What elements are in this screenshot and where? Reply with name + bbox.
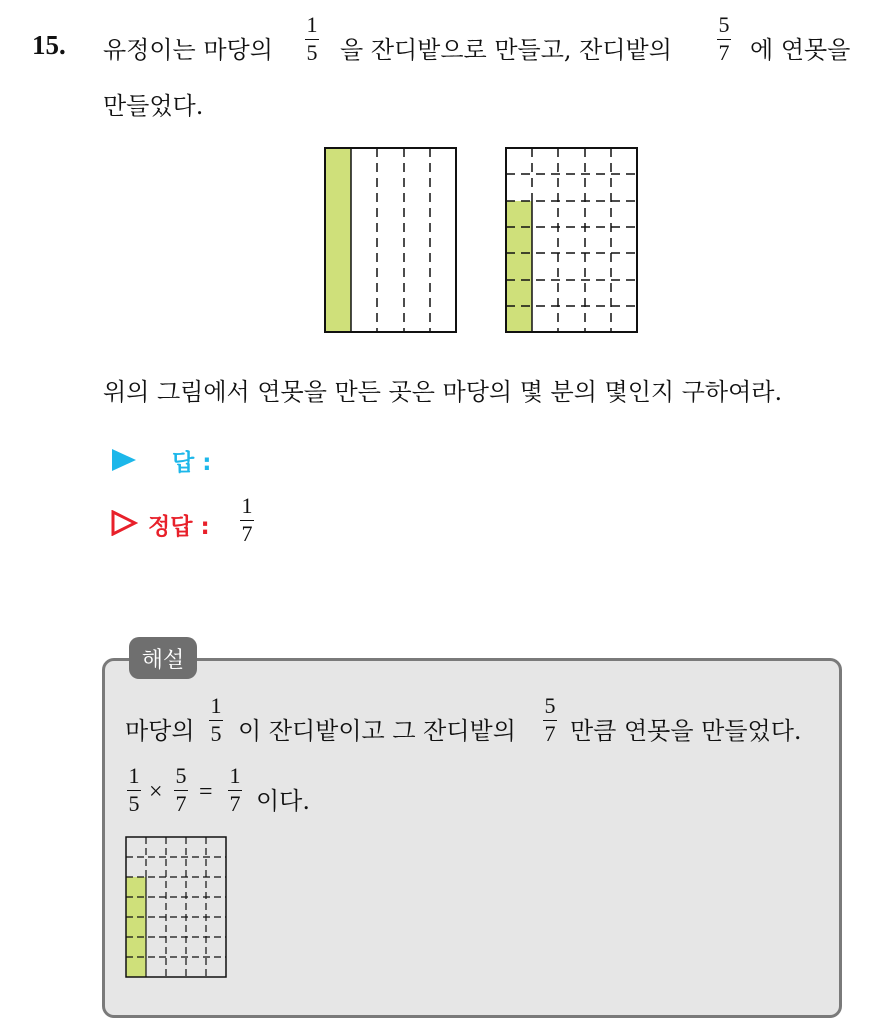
explanation-text-part1: 마당의 xyxy=(125,717,195,745)
fraction-denominator: 5 xyxy=(128,791,140,816)
equation-fraction-2 xyxy=(174,765,188,815)
question-text: 위의 그림에서 연못을 만든 곳은 마당의 몇 분의 몇인지 구하여라. xyxy=(103,378,783,406)
problem-number: 15. xyxy=(32,30,66,60)
equals-sign: = xyxy=(199,779,213,805)
correct-answer-fraction xyxy=(240,495,254,545)
problem-text-line2: 만들었다. xyxy=(103,92,204,120)
explanation-text-part2: 이 잔디밭이고 그 잔디밭의 xyxy=(238,717,516,745)
equation-fraction-3 xyxy=(228,765,242,815)
explanation-tab: 해설 xyxy=(129,637,197,679)
figure-pond-grid xyxy=(501,143,645,337)
fraction-one-fifth xyxy=(305,14,319,64)
fraction-denominator: 7 xyxy=(175,791,187,816)
problem-text-part1: 유정이는 마당의 xyxy=(103,36,273,64)
fraction-denominator: 7 xyxy=(544,721,556,746)
fraction-denominator: 7 xyxy=(229,791,241,816)
fraction-denominator: 5 xyxy=(306,40,318,65)
problem-text-part3: 에 연못을 xyxy=(750,36,851,64)
fraction-numerator: 5 xyxy=(544,693,556,718)
figure-lawn-fifth xyxy=(320,143,464,337)
equation-fraction-1 xyxy=(127,765,141,815)
fraction-denominator: 7 xyxy=(241,521,253,546)
outline-arrow-icon xyxy=(110,510,138,536)
play-arrow-icon xyxy=(110,448,138,472)
fraction-one-fifth xyxy=(209,695,223,745)
fraction-numerator: 5 xyxy=(718,12,730,37)
fraction-numerator: 5 xyxy=(175,763,187,788)
problem-text-part2: 을 잔디밭으로 만들고, 잔디밭의 xyxy=(340,36,672,64)
fraction-numerator: 1 xyxy=(128,763,140,788)
shaded-pond-area xyxy=(506,201,532,332)
times-sign: × xyxy=(149,779,163,805)
fraction-five-sevenths xyxy=(543,695,557,745)
fraction-denominator: 7 xyxy=(718,40,730,65)
fraction-numerator: 1 xyxy=(306,12,318,37)
shaded-pond-area xyxy=(126,877,146,977)
fraction-denominator: 5 xyxy=(210,721,222,746)
explanation-grid-figure xyxy=(122,833,232,983)
explanation-text-part3: 만큼 연못을 만들었다. xyxy=(570,717,802,745)
equation-suffix: 이다. xyxy=(256,787,310,815)
fraction-numerator: 1 xyxy=(210,693,222,718)
fraction-numerator: 1 xyxy=(241,493,253,518)
fraction-numerator: 1 xyxy=(229,763,241,788)
answer-label: 답 : xyxy=(172,450,212,476)
shaded-lawn-column xyxy=(325,148,351,332)
correct-answer-label: 정답 : xyxy=(148,514,210,540)
fraction-five-sevenths xyxy=(717,14,731,64)
